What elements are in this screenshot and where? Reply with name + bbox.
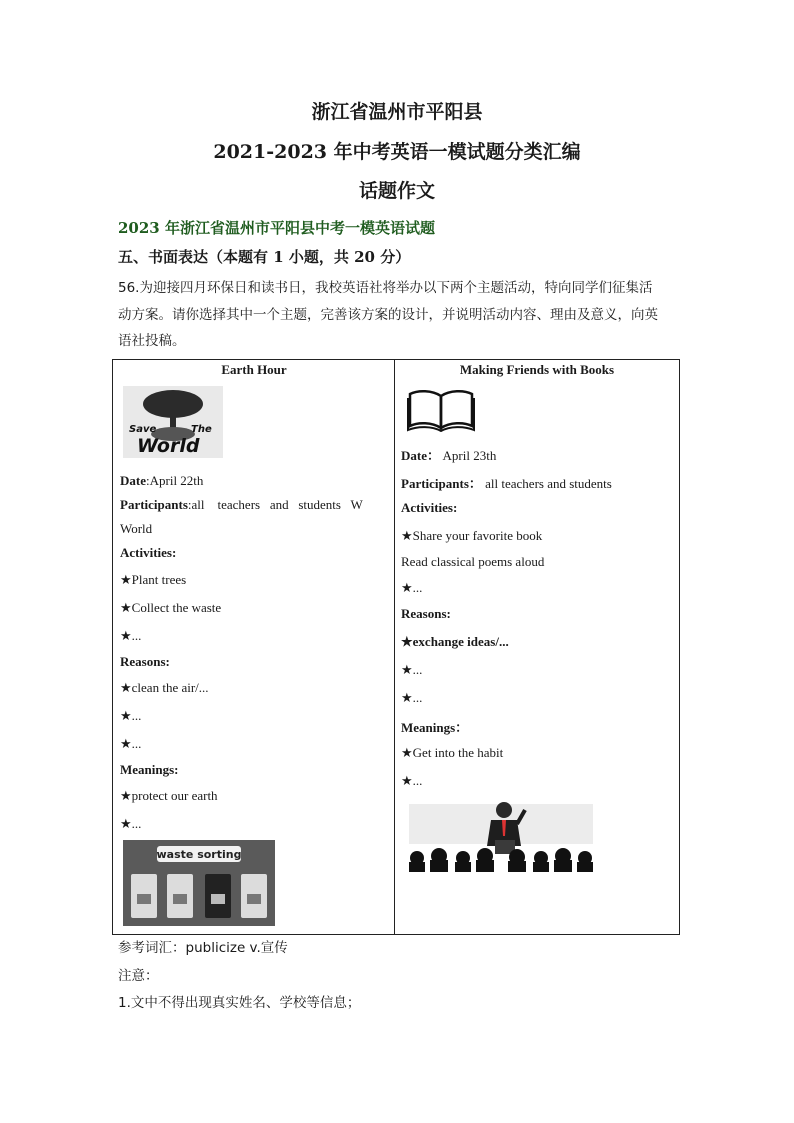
earth-hour-meanings-label: Meanings:	[120, 762, 179, 777]
earth-hour-activity-2: ★Collect the waste	[120, 600, 222, 615]
books-reasons-label: Reasons:	[401, 606, 451, 621]
intro-line-3: 语社投稿。	[118, 333, 186, 349]
earth-hour-date: Date:April 22th	[120, 473, 204, 488]
logo-save-text: Save	[129, 424, 157, 435]
books-activity-3: ★...	[401, 580, 423, 595]
books-activities-label: Activities:	[401, 500, 458, 515]
earth-hour-meaning-2: ★...	[120, 816, 142, 831]
open-book-icon	[406, 386, 476, 432]
earth-hour-activities-label: Activities:	[120, 545, 177, 560]
earth-hour-activity-3: ★...	[120, 628, 142, 643]
intro-line-2: 动方案。请你选择其中一个主题，完善该方案的设计，并说明活动内容、理由及意义，向英	[118, 306, 658, 323]
books-reason-3: ★...	[401, 690, 423, 705]
earth-hour-participants: Participants:all teachers and students W	[120, 497, 363, 512]
save-the-world-logo	[123, 386, 223, 458]
doc-title-region: 浙江省温州市平阳县	[311, 101, 483, 123]
books-meaning-2: ★...	[401, 773, 423, 788]
earth-hour-reason-2: ★...	[120, 708, 142, 723]
earth-hour-reason-3: ★...	[120, 736, 142, 751]
books-reason-1: ★exchange ideas/...	[401, 634, 509, 649]
intro-line-1: 56.为迎接四月环保日和读书日，我校英语社将举办以下两个主题活动，特向同学们征集活	[118, 280, 653, 296]
exam-subtitle: 2023 年浙江省温州市平阳县中考一模英语试题	[118, 219, 435, 237]
note-label: 注意：	[118, 968, 159, 984]
vocab-hint: 参考词汇：publicize v.宣传	[118, 940, 288, 956]
books-activity-2: Read classical poems aloud	[401, 554, 545, 569]
books-meanings-label: Meanings：	[401, 720, 469, 735]
books-reason-2: ★...	[401, 662, 423, 677]
earth-hour-heading: Earth Hour	[221, 362, 287, 377]
doc-title-years: 2021-2023 年中考英语一模试题分类汇编	[213, 141, 581, 163]
books-heading: Making Friends with Books	[459, 362, 615, 377]
earth-hour-participants-cont: World	[120, 521, 153, 536]
speaker-audience-image	[409, 796, 593, 872]
books-meaning-1: ★Get into the habit	[401, 745, 504, 760]
books-date: Date： April 23th	[401, 448, 497, 463]
books-participants: Participants： all teachers and students	[401, 476, 612, 491]
earth-hour-meaning-1: ★protect our earth	[120, 788, 218, 803]
earth-hour-activity-1: ★Plant trees	[120, 572, 187, 587]
section-heading: 五、书面表达（本题有 1 小题，共 20 分）	[118, 248, 411, 266]
earth-hour-reason-1: ★clean the air/...	[120, 680, 209, 695]
note-item-1: 1.文中不得出现真实姓名、学校等信息；	[118, 995, 361, 1011]
waste-sorting-label: waste sorting	[156, 848, 242, 861]
table-divider	[394, 360, 395, 934]
books-activity-1: ★Share your favorite book	[401, 528, 543, 543]
earth-hour-reasons-label: Reasons:	[120, 654, 170, 669]
question-intro	[118, 275, 680, 355]
logo-the-text: The	[191, 424, 212, 435]
doc-title-topic: 话题作文	[358, 180, 435, 202]
logo-world-text: World	[137, 435, 200, 457]
waste-sorting-image	[123, 840, 275, 926]
topic-table	[112, 359, 680, 935]
